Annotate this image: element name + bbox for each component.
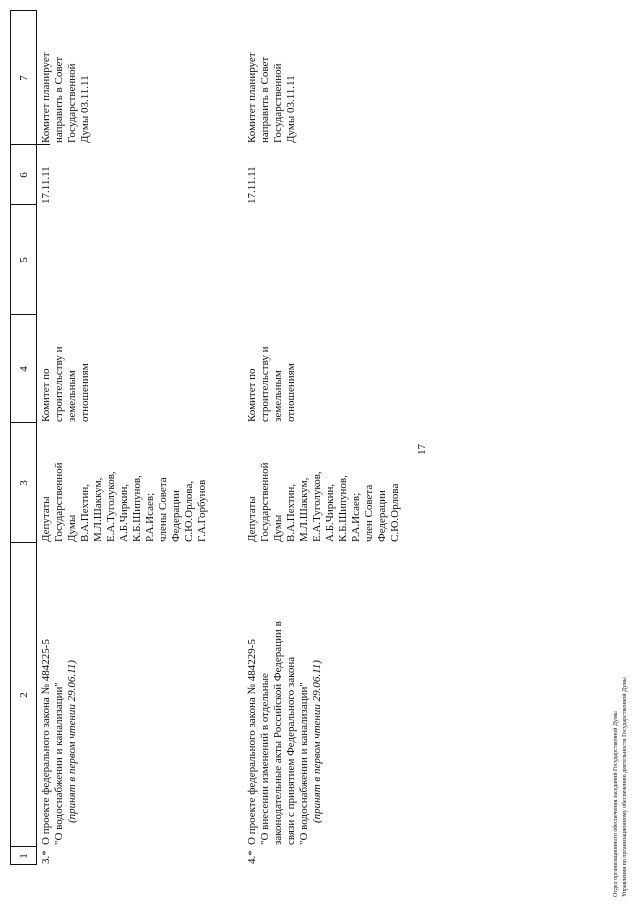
- author-line: Федерации: [376, 490, 388, 542]
- committee-line: Комитет по: [40, 368, 52, 422]
- author-line: В.А.Пехтин,: [285, 483, 297, 542]
- author-line: С.Ю.Орлова: [389, 483, 401, 542]
- author-line: М.Л.Шаккум,: [298, 477, 310, 542]
- col-divider: [10, 422, 37, 423]
- note-line: Комитет планирует: [246, 52, 258, 143]
- author-line: Г.А.Горбунов: [196, 479, 208, 542]
- note-line: Комитет планирует: [40, 52, 52, 143]
- bill-name: связи с принятием Федерального закона: [285, 656, 297, 845]
- column-header-6: 6: [18, 172, 30, 178]
- col-divider: [10, 846, 37, 847]
- review-date: 17.11.11: [40, 166, 52, 204]
- author-line: Государственной: [53, 462, 65, 542]
- note-line: Думы 03.11.11: [285, 75, 297, 143]
- author-line: Думы: [272, 514, 284, 542]
- committee-line: отношениям: [79, 363, 91, 422]
- author-line: Депутаты: [40, 496, 52, 542]
- bill-authors: [40, 424, 209, 542]
- author-line: Государственной: [259, 462, 271, 542]
- author-line: Е.А.Туголуков,: [105, 471, 117, 542]
- column-header-3: 3: [18, 480, 30, 486]
- author-line: члены Совета: [157, 477, 169, 542]
- column-header-4: 4: [18, 366, 30, 372]
- author-line: Р.А.Исаев;: [350, 492, 362, 542]
- bill-reading-status: (принят в первом чтении 29.06.11): [66, 660, 78, 823]
- col-divider: [10, 10, 37, 11]
- note-line: направить в Совет: [259, 56, 271, 143]
- review-date: 17.11.11: [246, 166, 258, 204]
- bill-title: О проекте федерального закона № 484229-5: [246, 639, 258, 845]
- author-line: Думы: [66, 514, 78, 542]
- author-line: К.Б.Шипунов,: [131, 475, 143, 542]
- bill-name: "О водоснабжении и канализации": [298, 682, 310, 845]
- author-line: Федерации: [170, 490, 182, 542]
- column-header-7: 7: [18, 75, 30, 81]
- note-line: Государственной: [272, 63, 284, 143]
- note-line: Государственной: [66, 63, 78, 143]
- col-divider: [36, 144, 50, 145]
- committee-line: земельным: [272, 370, 284, 422]
- bill-reading-status: (принят в первом чтении 29.06.11): [311, 660, 323, 823]
- header-bottom-border: [36, 10, 37, 865]
- author-line: М.Л.Шаккум,: [92, 477, 104, 542]
- committee-line: строительству и: [53, 346, 65, 422]
- committee-line: Комитет по: [246, 368, 258, 422]
- column-header-2: 2: [18, 692, 30, 698]
- author-line: А.Б.Чиркин,: [118, 483, 130, 542]
- bill-description: [246, 545, 324, 845]
- column-header-1: 1: [18, 853, 30, 859]
- note-line: Думы 03.11.11: [79, 75, 91, 143]
- author-line: В.А.Пехтин,: [79, 483, 91, 542]
- committee-line: земельным: [66, 370, 78, 422]
- col-divider: [10, 204, 37, 205]
- bill-title: О проекте федерального закона № 484225-5: [40, 639, 52, 845]
- author-line: К.Б.Шипунов,: [337, 475, 349, 542]
- bill-name: "О внесении изменений в отдельные: [259, 673, 271, 845]
- responsible-committee: [40, 316, 92, 422]
- page-number: 17: [416, 444, 428, 455]
- footer-directorate: Управления по организационному обеспечению деятельности Государственной Думы: [622, 677, 628, 897]
- author-line: Р.А.Исаев;: [144, 492, 156, 542]
- bill-description: [40, 545, 79, 845]
- author-line: А.Б.Чиркин,: [324, 483, 336, 542]
- table-top-border: [10, 10, 11, 865]
- committee-line: строительству и: [259, 346, 271, 422]
- column-header-5: 5: [18, 257, 30, 263]
- note-line: направить в Совет: [53, 56, 65, 143]
- author-line: Депутаты: [246, 496, 258, 542]
- col-divider: [10, 314, 37, 315]
- row-number: 3.*: [40, 850, 52, 864]
- col-divider: [10, 144, 37, 145]
- col-divider: [10, 864, 37, 865]
- col-divider: [10, 542, 37, 543]
- committee-note: [246, 13, 298, 143]
- footer-department: Отдел организационного обеспечения заседаний Государственной Думы: [613, 711, 619, 897]
- bill-authors: [246, 424, 402, 542]
- committee-note: [40, 13, 92, 143]
- row-number: 4.*: [246, 850, 258, 864]
- author-line: член Совета: [363, 484, 375, 542]
- author-line: Е.А.Туголуков,: [311, 471, 323, 542]
- committee-line: отношениям: [285, 363, 297, 422]
- author-line: С.Ю.Орлова,: [183, 480, 195, 542]
- responsible-committee: [246, 316, 298, 422]
- bill-name: законодательные акты Российской Федерации в: [272, 621, 284, 845]
- bill-name: "О водоснабжении и канализации": [53, 682, 65, 845]
